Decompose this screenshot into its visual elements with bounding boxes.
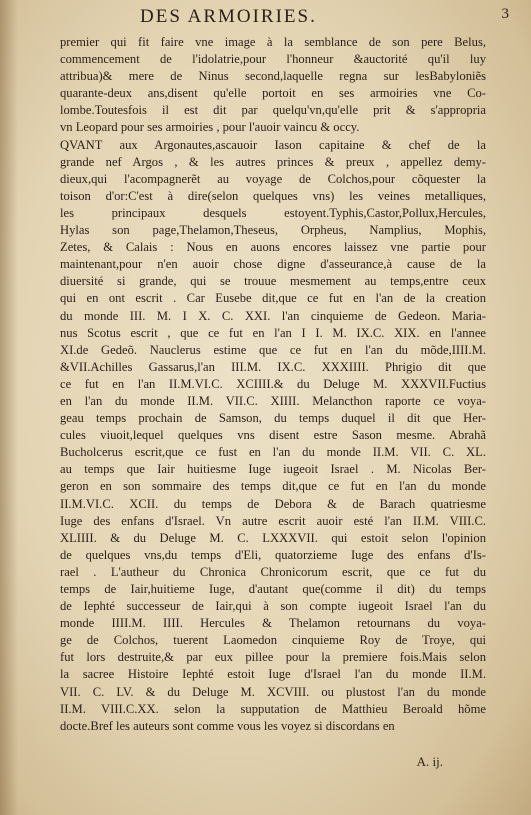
text-line: Iuge des enfans d'Israel. Vn autre escrit auoir esté l'an II.M. VIII.C. <box>60 513 486 528</box>
text-line: geron en son sommaire des temps dit,que ce fut en l'an du monde <box>60 479 486 494</box>
text-line: grande nef Argos , & les autres princes & preux , appellez demy- <box>60 154 486 169</box>
text-line: commencement de l'idolatrie,pour l'honneur &auctorité qu'il luy <box>60 52 486 67</box>
text-line: monde IIII.M. IIII. Hercules & Thelamon retournans du voya- <box>60 616 486 631</box>
text-line: docte.Bref les auteurs sont comme vous les voyez si discordans en <box>60 718 395 733</box>
text-line: qui en ont escrit . Car Eusebe dit,que ce fut en l'an de la creation <box>60 291 486 306</box>
text-line: maintenant,pour n'en auoir chose digne d'asseurance,à cause de la <box>60 257 486 272</box>
text-line: en l'an du monde II.M. VII.C. XIIII. Melancthon raporte ce voya- <box>60 393 486 408</box>
text-line: II.M. VIII.C.XX. selon la supputation de Matthieu Beroald hõme <box>60 701 486 716</box>
text-line: temps de Iair,huitieme Iuge, d'autant que(comme il dit) du temps <box>60 582 486 596</box>
text-line: la sacree Histoire Iephté estoit Iuge d'Israel l'an du monde II.M. <box>60 667 486 682</box>
text-line: geau temps prochain de Samson, du temps duquel il dit que Her- <box>60 411 486 426</box>
text-line: vn Leopard pour ses armoiries , pour l'auoir vaincu & occy. <box>60 120 360 135</box>
text-line: les principaux desquels estoyent.Typhis,Castor,Pollux,Hercules, <box>60 205 486 220</box>
text-line: rael . L'autheur du Chronica Chronicorum escrit, que ce fut du <box>60 564 486 579</box>
text-line: ce fut en l'an II.M.VI.C. XCIIII.& du Deluge M. XXXVII.Fuctius <box>60 376 486 391</box>
text-line: Bucholcerus escrit,que ce fust en l'an du monde II.M. VII. C. XL. <box>60 445 486 460</box>
signature-mark: A. ij. <box>416 754 443 769</box>
text-line: du monde III. M. I X. C. XXI. l'an cinquieme de Gedeon. Maria- <box>60 308 486 323</box>
text-line: au temps que Iair huitiesme Iuge iugeoit Israel . M. Nicolas Ber- <box>60 462 486 477</box>
text-line: quarante-deux ans,disent qu'elle portoit en ses armoiries vne Co- <box>60 86 486 101</box>
text-line: XI.de Gedeõ. Nauclerus estime que ce fut en l'an du mõde,IIII.M. <box>60 342 486 357</box>
text-line: Zetes, & Calais : Nous en auons encores laissez vne partie pour <box>60 240 486 255</box>
text-line: fut lors destruite,& par eux pillee pour la premiere fois.Mais selon <box>60 650 486 665</box>
running-head: DES ARMOIRIES. <box>140 6 317 27</box>
text-line: de Iephté successeur de Iair,qui à son compte iugeoit Israel l'an du <box>60 599 486 614</box>
body-text <box>60 34 486 735</box>
text-line: VII. C. LV. & du Deluge M. XCVIII. ou plustost l'an du monde <box>60 684 486 699</box>
text-line: cules viuoit,lequel quelques vns disent estre Sason mesme. Abrahã <box>60 428 486 443</box>
text-line: de quelques vns,du temps d'Eli, quatorzieme Iuge des enfans d'Is- <box>60 547 486 562</box>
text-line: toison d'or:C'est à dire(selon quelques vns) les veines metalliques, <box>60 188 486 203</box>
page-gutter-shadow <box>0 0 18 815</box>
text-line: &VII.Achilles Gassarus,l'an III.M. IX.C. XXXIIII. Phrigio dit que <box>60 359 486 374</box>
text-line: premier qui fit faire vne image à la semblance de son pere Belus, <box>60 35 486 49</box>
text-line: QVANT aux Argonautes,ascauoir Iason capitaine & chef de la <box>60 137 486 152</box>
text-line: nus Scotus escrit , que ce fut en l'an I I. M. IX.C. XIX. en l'annee <box>60 325 486 340</box>
text-line: Hylas son page,Thelamon,Theseus, Orpheus, Namplius, Mophis, <box>60 223 486 238</box>
text-line: ge de Colchos, tuerent Laomedon cinquieme Roy de Troye, qui <box>60 633 486 648</box>
text-line: dieux,qui l'acompagnerẽt au voyage de Colchos,pour cõquester la <box>60 171 486 186</box>
text-line: diuersité si grande, qui se trouue mesmement au temps,entre ceux <box>60 274 486 289</box>
text-line: lombe.Toutesfois il est dit par quelqu'vn,qu'elle prit & s'appropria <box>60 103 486 118</box>
text-line: attribua)& mere de Ninus second,laquelle regna sur lesBabyloniẽs <box>60 69 486 84</box>
page-number: 3 <box>501 6 509 22</box>
page-header <box>0 6 531 30</box>
text-line: XLIIII. & du Deluge M. C. LXXXVII. qui estoit selon l'opinion <box>60 530 486 545</box>
text-line: II.M.VI.C. XCII. du temps de Debora & de Barach quatriesme <box>60 496 486 511</box>
